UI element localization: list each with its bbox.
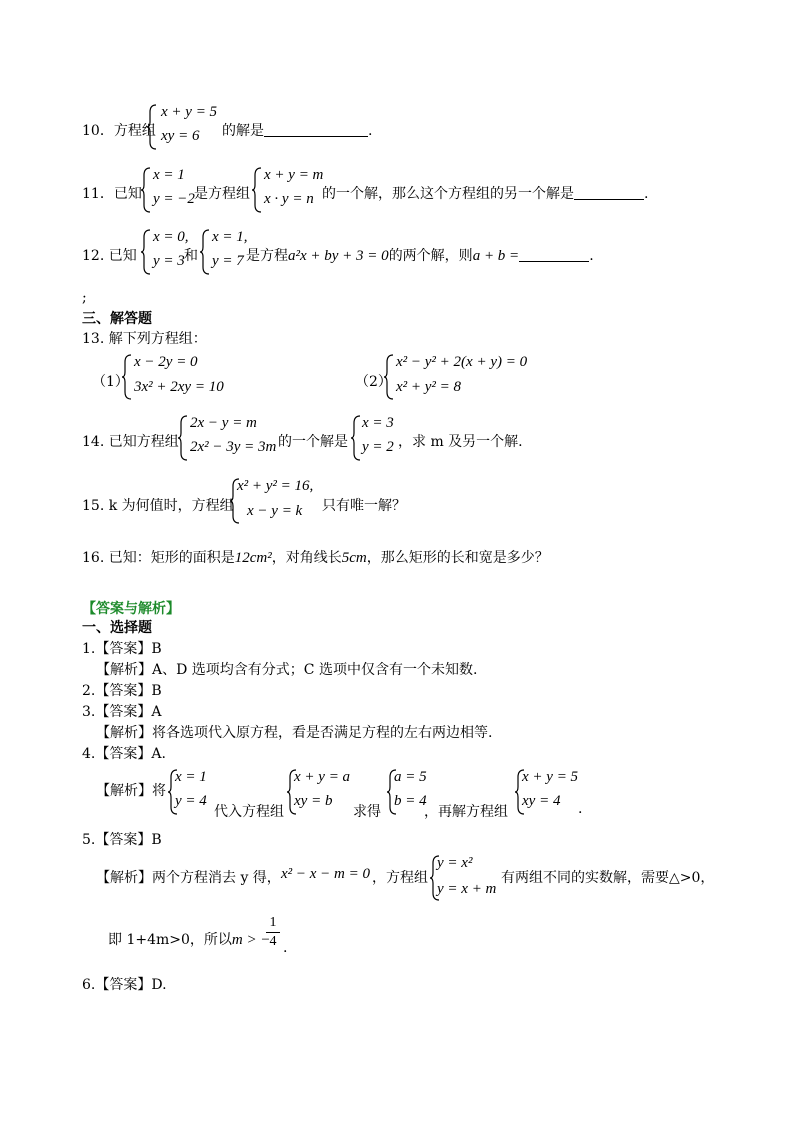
brace-icon: [177, 415, 189, 461]
q15-tail: 只有唯一解？: [322, 498, 406, 514]
q16-diagonal: 5cm: [341, 550, 367, 566]
fraction-denominator: 4: [269, 934, 277, 949]
answer-6-label: 6.【答案】D.: [82, 977, 167, 993]
q10-eq1: x + y = 5: [161, 104, 218, 120]
a4-sol-y: y = 4: [175, 793, 207, 809]
answer-3-analysis: 【解析】将各选项代入原方程，看是否满足方程的左右两边相等.: [96, 725, 493, 741]
q12-sol2-x: x = 1,: [212, 229, 248, 245]
q14-eq1: 2x − y = m: [190, 415, 257, 431]
a5-sys-eq2: y = x + m: [437, 881, 497, 897]
brace-icon: [140, 167, 152, 213]
q11-tail: 的一个解，那么这个方程组的另一个解是 .: [322, 186, 649, 202]
q13-part1-label: （1）: [92, 374, 129, 390]
q12-sol1-y: y = 3: [153, 253, 185, 269]
answer-5-prefix: 【解析】两个方程消去 y 得，: [96, 870, 281, 886]
q10-number: 10．方程组: [82, 123, 156, 139]
q14-number: 14. 已知方程组: [82, 434, 179, 450]
answer-4-end: .: [578, 801, 583, 817]
answer-4-mid3: ，再解方程组: [424, 804, 508, 820]
a4-result-b: b = 4: [394, 793, 427, 809]
a4-result-a: a = 5: [394, 769, 427, 785]
answer-5-equation: x² − x − m = 0: [281, 866, 371, 882]
brace-icon: [251, 167, 263, 213]
q11-sol2: y = −2: [153, 191, 195, 207]
answer-5-tail: 有两组不同的实数解，需要△>0，: [501, 870, 715, 886]
answer-5-mid: ，方程组: [372, 870, 428, 886]
section-title-1: 一、选择题: [82, 620, 152, 636]
answer-2-label: 2.【答案】B: [82, 683, 162, 699]
answer-5-fraction: [266, 915, 280, 950]
q13-sys1-eq2: 3x² + 2xy = 10: [134, 379, 224, 395]
q15-eq1: x² + y² = 16,: [237, 478, 314, 494]
fraction-numerator: 1: [269, 915, 277, 930]
a4-sys-eq2: xy = b: [294, 793, 333, 809]
q11-eq2: x · y = n: [264, 191, 314, 207]
brace-icon: [121, 354, 133, 400]
answer-blank[interactable]: [519, 247, 589, 262]
q14-sol-y: y = 2: [362, 439, 394, 455]
q12-and: 和: [184, 248, 198, 264]
brace-icon: [350, 415, 362, 461]
q13-part2-label: （2）: [355, 374, 392, 390]
q12-number: 12. 已知: [82, 248, 137, 264]
brace-icon: [140, 229, 152, 275]
q13-sys2-eq2: x² + y² = 8: [396, 379, 462, 395]
answer-5-end: .: [283, 940, 288, 956]
answer-4-label: 4.【答案】A.: [82, 746, 166, 762]
answer-4-prefix: 【解析】将: [96, 783, 166, 799]
q15-number: 15. k 为何值时，方程组: [82, 498, 234, 514]
answer-1-label: 1.【答案】B: [82, 641, 162, 657]
q11-mid: 是方程组: [194, 186, 250, 202]
section-title-3: 三、解答题: [82, 311, 152, 327]
q10-eq2: xy = 6: [161, 128, 200, 144]
answers-heading: 【答案与解析】: [82, 601, 180, 617]
q12-sol2-y: y = 7: [212, 253, 244, 269]
q12-tail: 是方程a²x + by + 3 = 0的两个解，则a + b = .: [246, 248, 594, 264]
answer-5-label: 5.【答案】B: [82, 832, 162, 848]
q13-sys1-eq1: x − 2y = 0: [134, 354, 198, 370]
brace-icon: [146, 104, 158, 150]
answer-4-mid1: 代入方程组: [214, 804, 284, 820]
q16-area: 12cm²: [234, 550, 272, 566]
q11-sol1: x = 1: [153, 167, 185, 183]
q16-text: 16. 已知：矩形的面积是12cm²，对角线长5cm，那么矩形的长和宽是多少？: [82, 550, 549, 566]
answer-blank[interactable]: [574, 185, 644, 200]
q11-eq1: x + y = m: [264, 167, 324, 183]
a4-sys2-eq1: x + y = 5: [522, 769, 579, 785]
answer-blank[interactable]: [264, 122, 368, 137]
answer-4-mid2: 求得: [353, 804, 381, 820]
answer-5-line2: 即 1+4m>0，所以m > −: [108, 932, 271, 948]
q14-tail: ，求 m 及另一个解.: [398, 434, 523, 450]
q13-title: 13. 解下列方程组：: [82, 331, 207, 347]
q14-sol-x: x = 3: [362, 415, 394, 431]
q12-equation: a²x + by + 3 = 0: [288, 248, 389, 264]
stray-semicolon: ;: [82, 290, 87, 306]
answer-3-label: 3.【答案】A: [82, 704, 162, 720]
brace-icon: [383, 354, 395, 400]
q14-eq2: 2x² − 3y = 3m: [190, 439, 277, 455]
brace-icon: [199, 229, 211, 275]
answer-1-analysis: 【解析】A、D 选项均含有分式；C 选项中仅含有一个未知数.: [96, 662, 478, 678]
a4-sys2-eq2: xy = 4: [522, 793, 561, 809]
q14-mid: 的一个解是: [278, 434, 348, 450]
q10-tail: 的解是 .: [222, 123, 373, 139]
q12-sol1-x: x = 0,: [153, 229, 189, 245]
q15-eq2: x − y = k: [247, 503, 303, 519]
answer-5-inequality: m > −: [231, 932, 271, 948]
a4-sys-eq1: x + y = a: [294, 769, 351, 785]
fraction-bar: [266, 932, 280, 933]
a5-sys-eq1: y = x²: [437, 855, 473, 871]
a4-sol-x: x = 1: [175, 769, 207, 785]
q13-sys2-eq1: x² − y² + 2(x + y) = 0: [396, 354, 528, 370]
q11-number: 11．已知: [82, 186, 142, 202]
